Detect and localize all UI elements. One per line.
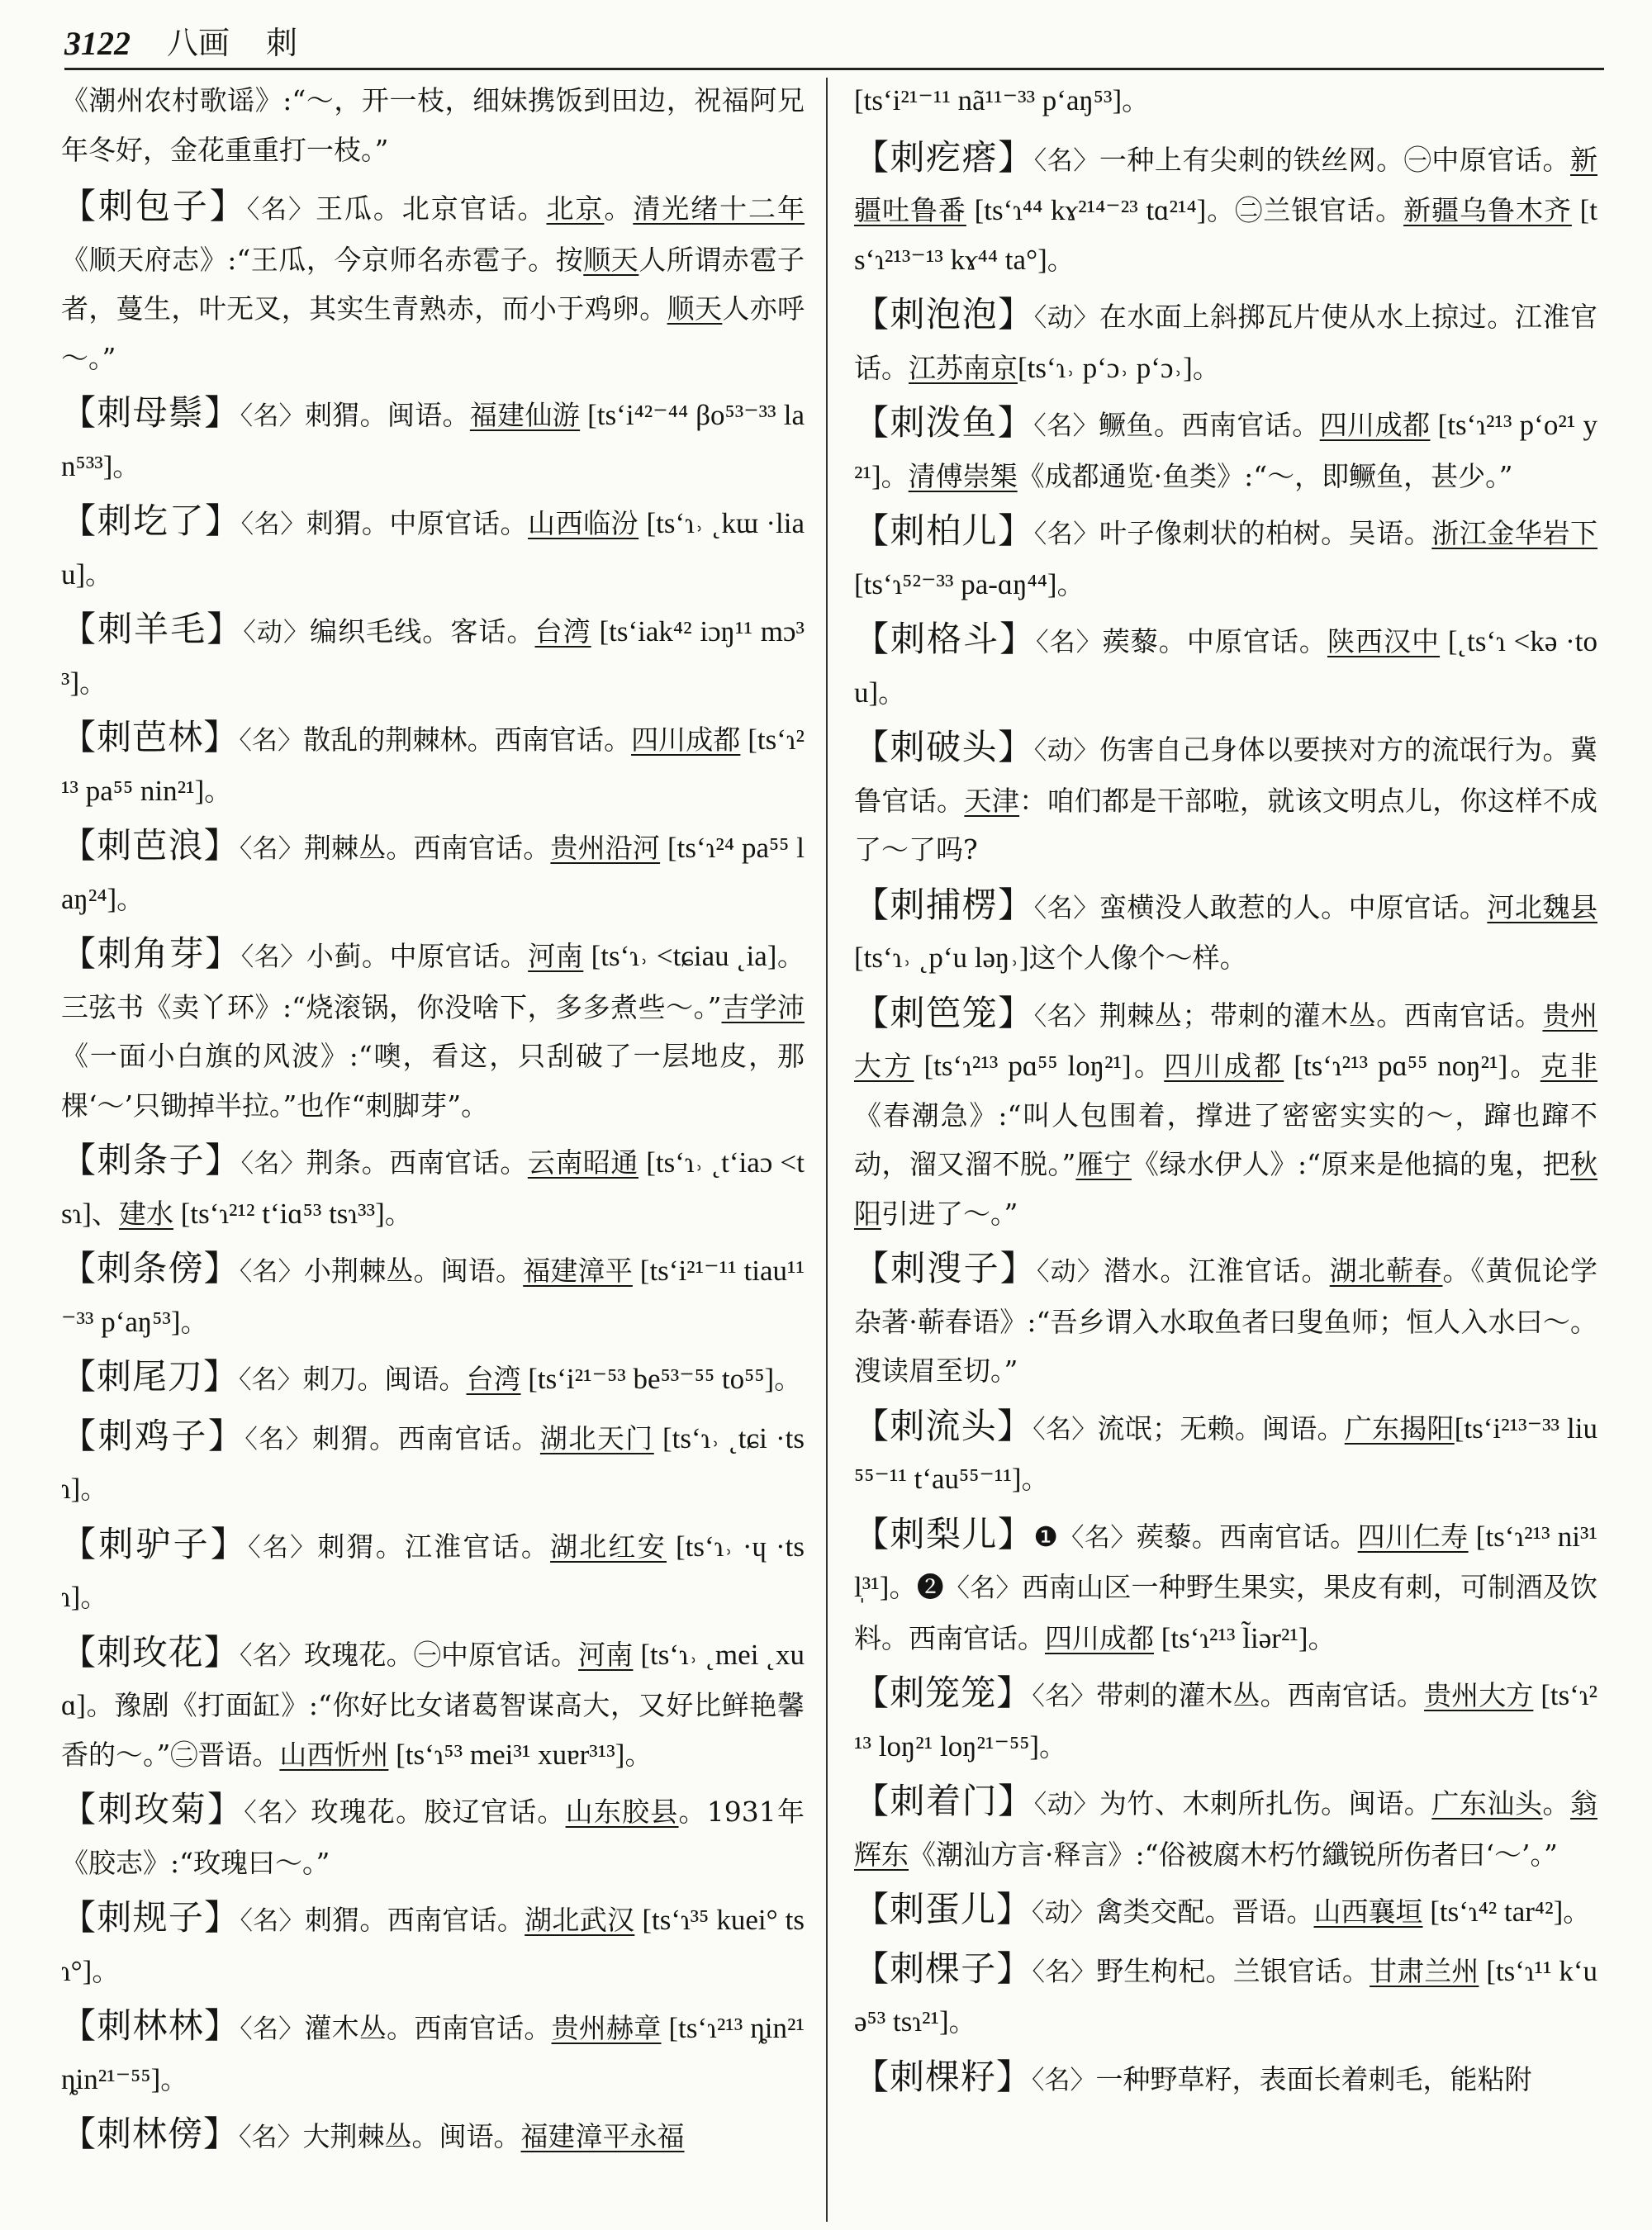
phonetic-transcription: [ts‘ɿ¹¹ k‘uə⁵³ tsɿ²¹] [854,1954,1597,2038]
entry-text: 蒺藜。中原官话。 [1102,625,1327,657]
dictionary-entry [61,182,805,382]
entry-text: 。 [112,449,140,482]
entry-text: 。 [774,1363,802,1395]
dictionary-entry [61,713,805,815]
entry-headword: 【刺鸡子】 [61,1415,245,1456]
entry-headword: 【刺梨儿】 [854,1513,1034,1554]
section-label: 八画 [167,25,230,61]
phonetic-transcription: [ts‘i²¹⁻¹¹ nã¹¹⁻³³ p‘aŋ⁵³] [854,84,1123,116]
dictionary-entry [854,1510,1597,1663]
place-name: 四川仁寿 [1357,1520,1469,1553]
dictionary-entry [854,290,1597,392]
dictionary-entry [854,1944,1597,2047]
place-name: 福建仙游 [469,399,581,431]
entry-text: ：咱们都是干部啦，就该文明点儿，你这样不成了～了吗? [854,784,1597,866]
phonetic-transcription: [ts‘ɿ²¹³⁻¹³ kɤ⁴⁴ ta°] [854,194,1597,276]
header-character: 刺 [266,25,298,61]
entry-headword: 【刺规子】 [61,1897,240,1938]
dictionary-entry [854,1244,1597,1396]
entry-text: 。 [1039,1729,1067,1763]
phonetic-transcription: [ts‘ɿ²¹³ pa⁵⁵ nin²¹] [61,724,805,807]
entry-text: 禽类交配。晋语。 [1095,1896,1314,1928]
part-of-speech: 〈名〉 [1058,1522,1137,1553]
part-of-speech: 〈名〉 [1033,520,1099,549]
place-name: 清光绪十二年 [633,192,805,225]
place-name: 山西忻州 [279,1738,389,1771]
place-name: 江苏南京 [909,351,1018,384]
place-name: 天津 [964,784,1020,817]
entry-headword: 【刺着门】 [854,1781,1034,1821]
dictionary-entry [854,1885,1597,1938]
part-of-speech: 〈名〉 [240,1149,306,1179]
entry-text: 一种上有尖刺的铁丝网。㊀中原官话。 [1099,143,1570,176]
place-name: 北京 [546,192,605,225]
entry-headword: 【刺条子】 [61,1140,241,1180]
dictionary-entry [61,2001,805,2104]
dictionary-entry [61,496,805,599]
entry-text: 在水面上斜掷瓦片使从水上掠过。江淮官话。 [854,301,1597,384]
entry-text: 《一面小白旗的风波》:“噢，看这，只刮破了一层地皮，那棵‘～’只锄掉半拉。”也作“刺脚芽”。 [61,1040,805,1122]
entry-text: 。豫剧《打面缸》:“你好比女诸葛智谋高大，又好比鲜艳馨香的～。”㊁晋语。 [61,1689,805,1771]
entry-headword: 【刺条傍】 [61,1248,240,1288]
entry-text: 。 [1563,1896,1591,1928]
phonetic-transcription: [ts‘i⁴²⁻⁴⁴ βo⁵³⁻³³ lan⁵³³] [61,399,805,482]
place-name: 新疆吐鲁番 [854,143,1597,226]
place-name: 翁辉东 [854,1787,1597,1871]
entry-text: 。 [180,1305,208,1338]
place-name: 台湾 [466,1363,521,1395]
entry-text: 。 [604,192,634,225]
dictionary-entry [61,2109,805,2163]
entry-text: 刺猬。中原官话。 [306,507,529,539]
entry-headword: 【刺芭林】 [61,717,240,757]
phonetic-transcription: [ts‘ɿ˒ ˛kɯ ·liau] [61,507,805,591]
phonetic-transcription: [ts‘ɿ²¹³ ȵin²¹ ȵin²¹⁻⁵⁵] [61,2012,805,2095]
entry-text: 、 [91,1197,119,1230]
dictionary-entry [854,133,1597,285]
part-of-speech: 〈名〉 [244,1424,313,1454]
entry-headword: 【刺尾刀】 [61,1356,240,1397]
part-of-speech: 〈名〉 [1032,1682,1097,1711]
entry-headword: 【刺羊毛】 [61,609,244,649]
entry-text: 。 [116,882,145,915]
dictionary-entry [854,614,1597,717]
place-name: 雁宁 [1075,1148,1132,1180]
phonetic-transcription: [ts‘i²¹³⁻³³ liu⁵⁵⁻¹¹ t‘au⁵⁵⁻¹¹] [854,1412,1597,1495]
entry-headword: 【刺圪了】 [61,501,241,541]
place-name: 贵州赫章 [551,2012,662,2044]
phonetic-transcription: [ts‘ɿ²¹³ loŋ²¹ loŋ²¹⁻⁵⁵] [854,1679,1597,1763]
entry-text: 荆条。西南官话。 [306,1146,528,1179]
entry-text: 这个人像个～样。 [1028,942,1247,974]
phonetic-transcription: [ts‘iak⁴² iɔŋ¹¹ mɔ³³] [61,615,805,699]
phonetic-transcription: [ts‘ɿ˒ ˛p‘u ləŋ˒] [854,942,1029,974]
phonetic-transcription: [ts‘i²¹⁻¹¹ tiau¹¹⁻³³ p‘aŋ⁵³] [61,1255,805,1338]
part-of-speech: 〈名〉 [1033,411,1099,441]
entry-text: 。三弦书《卖丫环》:“烧滚锅，你没啥下，多多煮些～。” [61,940,805,1023]
phonetic-transcription: [ts‘ɿ⁵²⁻³³ pa-ɑŋ⁴⁴] [854,567,1057,600]
entry-text: 。1931年《胶志》:“玫瑰曰～。” [61,1796,805,1879]
entry-text: 。《黄侃论学杂著·蕲春语》:“吾乡谓入水取鱼者曰叟鱼师；恒人入水曰～。溲读眉至切。” [854,1255,1597,1387]
dictionary-entry [854,2052,1597,2106]
entry-headword: 【刺疙瘩】 [854,136,1034,178]
entry-text: 野生枸杞。兰银官话。 [1096,1954,1370,1987]
entry-text: 大荆棘丛。闽语。 [302,2120,521,2152]
entry-text: 荆棘丛。西南官话。 [303,832,551,864]
entry-text: 。 [160,2062,188,2095]
place-name: 河南 [528,940,584,972]
place-name: 湖北蕲春 [1329,1255,1443,1287]
phonetic-transcription: [ts‘i²¹⁻⁵³ be⁵³⁻⁵⁵ to⁵⁵] [520,1363,775,1395]
part-of-speech: 〈名〉 [239,1365,303,1395]
part-of-speech: 〈名〉 [240,401,305,431]
entry-headword: 【刺柏儿】 [854,510,1034,551]
entry-text: 玫瑰花。胶辽官话。 [311,1796,566,1828]
dictionary-entry [61,821,805,923]
dictionary-entry [61,1136,805,1238]
right-column [854,76,1597,2223]
part-of-speech: 〈名〉 [240,1906,305,1936]
part-of-speech: 〈名〉 [240,510,306,539]
entry-text: 。 [1021,1463,1049,1495]
phonetic-transcription: [ts‘ɿ˒ ·ɥ ·tsɿ] [61,1530,805,1613]
phonetic-transcription: [ts‘ɿ˒ ˛tɕi ·tsɿ] [61,1421,805,1505]
place-name: 顺天 [583,243,639,276]
entry-headword: 【刺笆笼】 [854,992,1034,1033]
entry-text: 小荆棘丛。闽语。 [303,1255,524,1287]
entry-text: 。 [1122,84,1150,116]
entry-text: 。 [878,676,906,709]
entry-text: 潜水。江淮官话。 [1104,1255,1330,1287]
entry-text: 《潮州农村歌谣》:“～，开一枝，细妹携饭到田边，祝福阿兄年冬好，金花重重打一枝。” [61,84,805,166]
entry-text: 鳜鱼。西南官话。 [1099,409,1320,441]
dictionary-entry [61,1785,805,1887]
place-name: 台湾 [534,615,591,648]
entry-headword: 【刺溲子】 [854,1248,1037,1288]
part-of-speech: 〈名〉 [239,2123,303,2152]
entry-headword: 【刺玫花】 [61,1631,240,1672]
place-name: 贵州大方 [854,999,1597,1082]
part-of-speech: 〈名〉 [1036,628,1103,657]
entry-text: 。 [1192,351,1220,384]
place-name: 福建漳平永福 [520,2120,685,2152]
place-name: 秋阳 [854,1148,1597,1230]
entry-text: 。 [80,1473,108,1505]
phonetic-transcription: [ts‘ɿ⁵³ mei³¹ xuɐr³¹³] [388,1738,625,1771]
entry-headword: 【刺玫菊】 [61,1789,244,1829]
entry-text: 。 [204,774,232,807]
entry-text: 流氓；无赖。闽语。 [1097,1412,1345,1445]
entry-text: 。 [1131,1050,1165,1082]
part-of-speech: 〈名〉 [248,1532,318,1563]
dictionary-entry [854,1402,1597,1504]
entry-headword: 【刺泼鱼】 [854,402,1034,443]
entry-headword: 【刺驴子】 [61,1523,249,1564]
entry-text: 。 [1047,243,1075,276]
dictionary-entry [61,1412,805,1514]
place-name: 甘肃兰州 [1370,1954,1479,1987]
entry-text: 人所谓赤雹子者，蔓生，叶无叉，其实生青熟赤，而小于鸡卵。 [61,243,805,325]
place-name: 湖北天门 [539,1421,654,1454]
dictionary-entry [61,1628,805,1780]
entry-continuation [61,76,805,174]
entry-text: 伤害自己身体以要挟对方的流氓行为。冀鲁官话。 [854,733,1597,817]
entry-text: 刺猬。西南官话。 [312,1421,540,1454]
dictionary-entry [854,989,1597,1239]
part-of-speech: 〈名〉 [1033,893,1099,923]
part-of-speech: 〈名〉 [944,1573,1022,1603]
phonetic-transcription: [ts‘ɿ²¹³ l̃iər²¹] [1154,1621,1308,1654]
entry-text: 。 [624,1738,653,1771]
entry-headword: 【刺棵籽】 [854,2056,1032,2097]
place-name: 四川成都 [1045,1621,1154,1654]
entry-text: 编织毛线。客话。 [310,615,535,648]
phonetic-transcription: [ts‘ɿ˒ p‘ɔ˒ p‘ɔ˒] [1018,351,1193,384]
entry-text: 刺猬。江淮官话。 [317,1530,551,1563]
left-column [61,76,805,2223]
entry-text: 。㊁兰银官话。 [1206,194,1404,226]
entry-headword: 【刺林傍】 [61,2114,240,2154]
entry-text: 。 [80,1581,108,1613]
entry-text: 为竹、木刺所扎伤。闽语。 [1099,1787,1432,1820]
entry-text: 散乱的荆棘林。西南官话。 [303,724,632,756]
entry-headword: 【刺笼笼】 [854,1672,1032,1713]
place-name: 四川成都 [1319,409,1431,441]
entry-text: 灌木丛。西南官话。 [304,2012,552,2044]
place-name: 陕西汉中 [1327,625,1441,657]
place-name: 贵州沿河 [550,832,661,864]
entry-headword: 【刺破头】 [854,727,1034,767]
entry-text: 。 [79,666,107,699]
dictionary-entry [854,398,1597,501]
entry-text: 。 [1507,1050,1540,1082]
entry-text: 《春潮急》:“叫人包围着，撑进了密密实实的～，蹿也蹿不动，溜又溜不脱。” [854,1098,1597,1180]
dictionary-entry [61,388,805,491]
header-rule [64,68,1604,70]
entry-text: 王瓜。北京官话。 [316,192,547,225]
place-name: 顺天 [667,292,723,325]
dictionary-entry [854,1668,1597,1771]
entry-text: 荆棘丛；带刺的灌木丛。西南官话。 [1099,999,1543,1032]
entry-text: 。 [384,1197,412,1230]
entry-text: 。 [1056,567,1085,600]
entry-headword: 【刺棵子】 [854,1948,1032,1989]
phonetic-transcription: [ts‘ɿ²¹² t‘iɑ⁵³ tsɿ³³] [173,1197,385,1230]
place-name: 湖北红安 [550,1530,667,1563]
part-of-speech: 〈名〉 [1033,1001,1099,1032]
phonetic-transcription: [ts‘ɿ²¹³ p‘o²¹ y²¹] [854,409,1597,492]
place-name: 广东揭阳 [1344,1412,1455,1445]
entry-text: 引进了～。” [881,1197,1018,1230]
part-of-speech: 〈动〉 [1033,736,1099,766]
place-name: 吉学沛 [721,990,805,1023]
entry-headword: 【刺格斗】 [854,619,1037,659]
part-of-speech: 〈名〉 [240,2014,305,2044]
entry-text: 。 [881,459,909,492]
entry-text: 刺刀。闽语。 [302,1363,467,1395]
part-of-speech: 〈动〉 [1032,1898,1096,1928]
part-of-speech: 〈名〉 [1032,1414,1098,1445]
entry-text: 小蓟。中原官话。 [306,940,529,972]
part-of-speech: 〈动〉 [1033,303,1099,333]
place-name: 浙江金华岩下 [1431,517,1597,549]
entry-headword: 【刺捕楞】 [854,884,1034,925]
entry-headword: 【刺角芽】 [61,933,241,974]
part-of-speech: 〈动〉 [1037,1257,1104,1287]
dictionary-entry [61,605,805,707]
entry-text: 《成都通览·鱼类》:“～，即鳜鱼，甚少。” [1017,459,1513,492]
phonetic-transcription: [ts‘ɿ²¹³ ni³¹ l̩³¹] [854,1520,1597,1603]
entry-text: 人亦呼～。” [61,292,805,374]
entry-text: 蒺藜。西南官话。 [1136,1520,1358,1553]
dictionary-entry [854,723,1597,875]
entry-text: 。 [92,1954,120,1987]
part-of-speech: 〈动〉 [1033,1790,1099,1820]
place-name: 湖北武汉 [525,1904,635,1936]
dictionary-entry [61,1893,805,1995]
part-of-speech: 〈名〉 [1032,1957,1097,1987]
phonetic-transcription: [ts‘ɿ²¹³ pɑ⁵⁵ noŋ²¹] [1284,1050,1508,1082]
entry-headword: 【刺泡泡】 [854,294,1034,334]
entry-continuation [854,76,1597,126]
part-of-speech: 〈名〉 [239,1640,305,1671]
place-name: 新疆乌鲁木齐 [1403,194,1572,226]
place-name: 云南昭通 [527,1146,638,1179]
entry-headword: 【刺蛋儿】 [854,1889,1032,1929]
place-name: 福建漳平 [523,1255,633,1287]
entry-text: 玫瑰花。㊀中原官话。 [304,1638,579,1671]
part-of-speech: 〈名〉 [239,1257,304,1287]
dictionary-entry [61,1244,805,1346]
entry-text: 蛮横没人敢惹的人。中原官话。 [1099,890,1488,923]
phonetic-transcription: [ts‘ɿ˒ ˛t‘iaɔ ˂tsɿ] [61,1146,805,1230]
place-name: 山西襄垣 [1313,1896,1423,1928]
dictionary-entry [854,880,1597,983]
place-name: 山西临汾 [528,507,639,539]
place-name: 广东汕头 [1431,1787,1543,1820]
phonetic-transcription: [ts‘ɿ⁴⁴ kɤ²¹⁴⁻²³ tɑ²¹⁴] [966,194,1207,226]
dictionary-entry [61,1520,805,1622]
entry-text: 《绿水伊人》:“原来是他搞的鬼，把 [1131,1148,1571,1180]
entry-headword: 【刺包子】 [61,186,247,226]
place-name: 四川成都 [631,724,741,756]
part-of-speech: 〈名〉 [240,942,306,972]
part-of-speech: 〈名〉 [246,195,316,225]
phonetic-transcription: [ts‘ɿ²⁴ pa⁵⁵ laŋ²⁴] [61,832,805,915]
entry-text: 。❷ [889,1571,945,1603]
phonetic-transcription: [ts‘ɿ˒ ˂tɕiau ˛ia] [583,940,777,972]
entry-text: ❶ [1033,1520,1059,1553]
entry-text: 。 [85,558,113,591]
entry-text: 。 [1542,1787,1571,1820]
dictionary-entry [61,929,805,1130]
entry-text: 刺猬。西南官话。 [304,1904,525,1936]
column-divider [826,78,828,2222]
entry-headword: 【刺林林】 [61,2005,240,2046]
place-name: 山东胶县 [565,1796,679,1828]
part-of-speech: 〈动〉 [243,618,311,648]
entry-text: 叶子像刺状的柏树。吴语。 [1099,517,1432,549]
phonetic-transcription: [ts‘ɿ˒ ˛mei ˛xuɑ] [61,1638,805,1721]
part-of-speech: 〈名〉 [244,1798,311,1828]
entry-text: 带刺的灌木丛。西南官话。 [1096,1679,1425,1711]
part-of-speech: 〈名〉 [239,834,304,864]
part-of-speech: 〈名〉 [1033,145,1099,176]
entry-headword: 【刺母鬃】 [61,392,240,433]
entry-text: 。 [1308,1621,1336,1654]
dictionary-entry [854,1777,1597,1879]
phonetic-transcription: [ts‘ɿ³⁵ kuei° tsɿ°] [61,1904,805,1987]
dictionary-entry [854,506,1597,609]
entry-text: 《潮汕方言·释言》:“俗被腐木朽竹纖锐所伤者曰‘～’。” [909,1838,1558,1871]
entry-text: 西南山区一种野生果实，果皮有刺，可制酒及饮料。西南官话。 [854,1571,1597,1654]
place-name: 贵州大方 [1424,1679,1534,1711]
entry-text: 。 [948,2005,976,2038]
place-name: 建水 [118,1197,173,1230]
page-header [64,15,1604,63]
place-name: 河北魏县 [1487,890,1597,923]
place-name: 四川成都 [1164,1050,1284,1082]
entry-text: 一种野草籽，表面长着刺毛，能粘附 [1095,2062,1532,2095]
dictionary-entry [61,1352,805,1406]
entry-headword: 【刺流头】 [854,1405,1033,1446]
entry-text: 刺猬。闽语。 [305,399,470,431]
place-name: 清傅崇榘 [908,459,1018,492]
phonetic-transcription: [ts‘ɿ²¹³ pɑ⁵⁵ loŋ²¹] [914,1050,1132,1082]
place-name: 克非 [1540,1050,1597,1082]
place-name: 河南 [578,1638,634,1671]
entry-headword: 【刺芭浪】 [61,825,240,866]
phonetic-transcription: [ts‘ɿ⁴² tar⁴²] [1422,1896,1564,1928]
page-number: 3122 [64,25,131,62]
part-of-speech: 〈名〉 [239,726,304,756]
part-of-speech: 〈名〉 [1032,2065,1096,2095]
entry-text: 《顺天府志》:“王瓜，今京师名赤雹子。按 [61,243,584,276]
phonetic-transcription: [˛ts‘ɿ ˂kə ·tou] [854,625,1597,709]
